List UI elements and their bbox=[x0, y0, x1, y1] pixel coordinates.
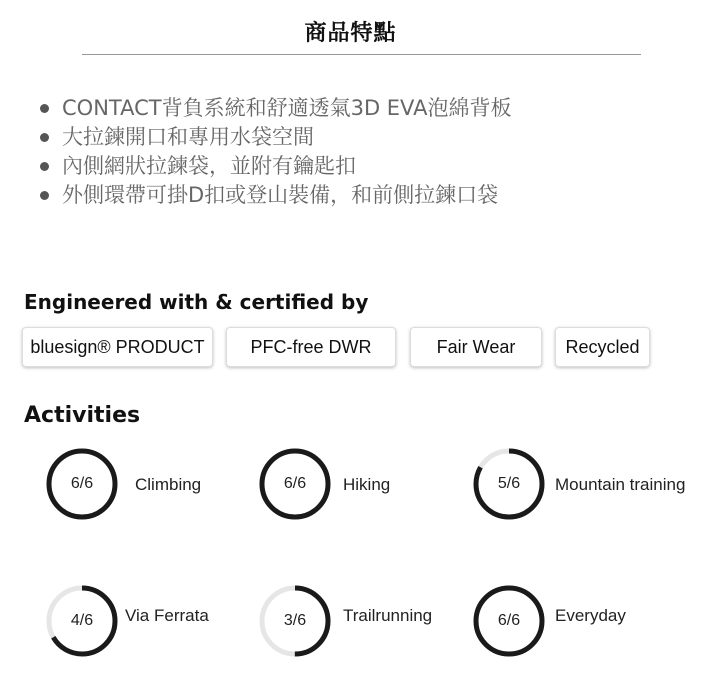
feature-text: 大拉鍊開口和專用水袋空間 bbox=[62, 125, 314, 149]
bullet-icon bbox=[40, 133, 49, 142]
activity-score: 6/6 bbox=[497, 612, 521, 629]
activity-rating-climbing bbox=[46, 448, 118, 520]
feature-item bbox=[38, 152, 511, 181]
bullet-icon bbox=[40, 162, 49, 171]
page-title: 商品特點 bbox=[304, 21, 397, 46]
activity-rating-everyday bbox=[473, 585, 545, 657]
activity-label: Hiking bbox=[343, 475, 391, 494]
title-divider bbox=[82, 54, 641, 55]
activity-rating-mountain-training bbox=[473, 448, 545, 520]
activity-score: 3/6 bbox=[283, 612, 307, 629]
activity-score: 4/6 bbox=[70, 612, 94, 629]
activities-heading: Activities bbox=[24, 403, 141, 428]
cert-badge-bluesign[interactable]: bluesign® PRODUCT bbox=[22, 327, 213, 367]
activity-score: 6/6 bbox=[70, 475, 94, 492]
bullet-icon bbox=[40, 104, 49, 113]
activity-label: Everyday bbox=[555, 606, 626, 625]
activity-label: Climbing bbox=[135, 475, 202, 494]
bullet-icon bbox=[40, 191, 49, 200]
activity-rating-hiking bbox=[259, 448, 331, 520]
activity-label: Via Ferrata bbox=[125, 606, 209, 625]
cert-badge-pfc-free[interactable]: PFC-free DWR bbox=[226, 327, 396, 367]
feature-item bbox=[38, 181, 511, 210]
feature-list bbox=[38, 94, 511, 210]
cert-badge-fair-wear[interactable]: Fair Wear bbox=[410, 327, 542, 367]
activity-rating-trailrunning bbox=[259, 585, 331, 657]
feature-text: 外側環帶可掛D扣或登山裝備，和前側拉鍊口袋 bbox=[62, 183, 499, 207]
feature-item bbox=[38, 94, 511, 123]
feature-item bbox=[38, 123, 511, 152]
certifications-heading: Engineered with & certified by bbox=[24, 290, 369, 314]
cert-badge-recycled[interactable]: Recycled bbox=[555, 327, 650, 367]
activity-score: 5/6 bbox=[497, 475, 521, 492]
feature-text: CONTACT背負系統和舒適透氣3D EVA泡綿背板 bbox=[62, 96, 512, 120]
activity-label: Mountain training bbox=[555, 475, 686, 494]
activity-label: Trailrunning bbox=[343, 606, 433, 625]
activity-rating-via-ferrata bbox=[46, 585, 118, 657]
feature-text: 內側網狀拉鍊袋，並附有鑰匙扣 bbox=[62, 154, 356, 178]
activity-score: 6/6 bbox=[283, 475, 307, 492]
